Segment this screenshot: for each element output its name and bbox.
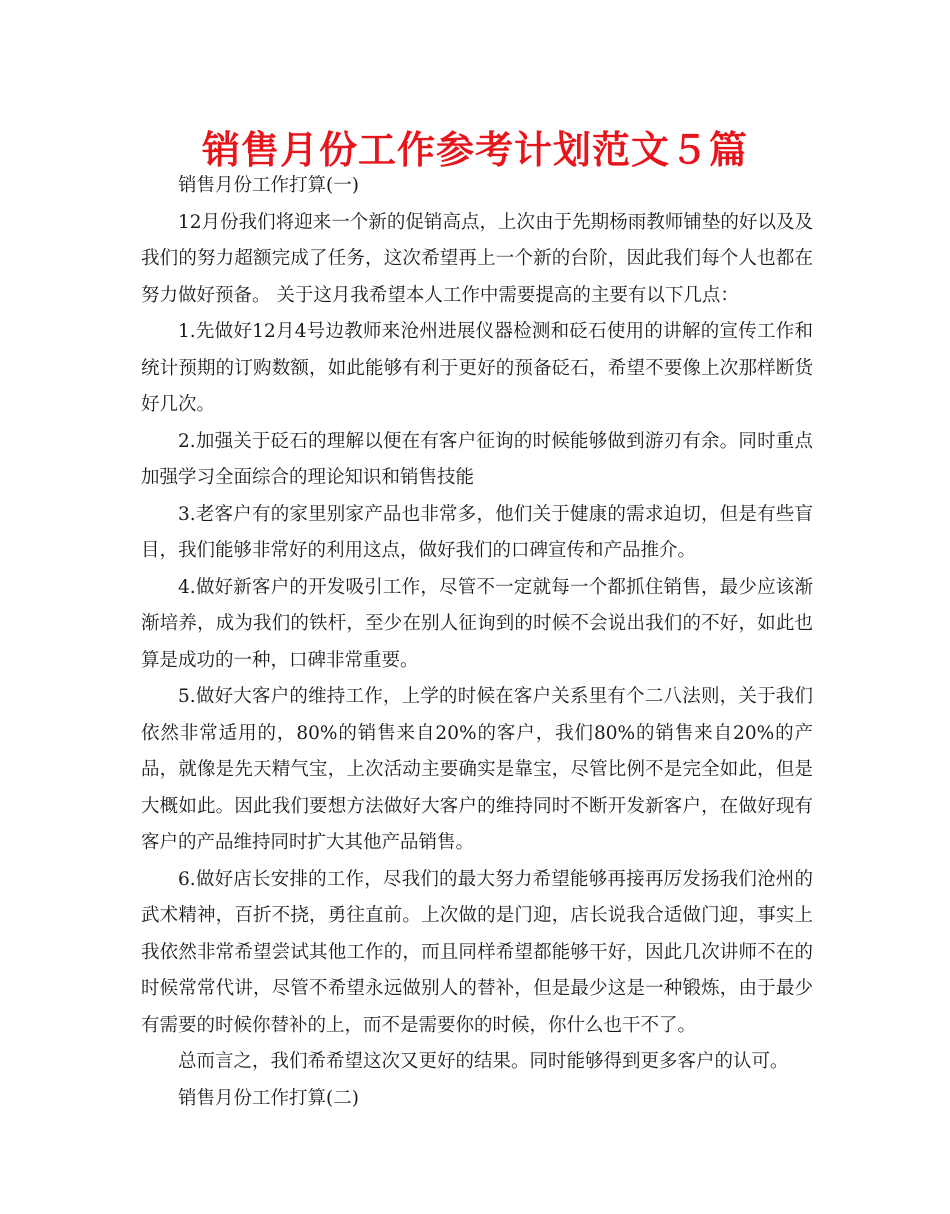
document-title: 销售月份工作参考计划范文５篇	[201, 128, 748, 172]
paragraph-item-6: 6.做好店长安排的工作，尽我们的最大努力希望能够再接再厉发扬我们沧州的武术精神，百折不挠，勇往直前。上次做的是门迎，店长说我合适做门迎，事实上我依然非常希望尝试其他工作的，而且同样希望都能够干好，因此几次讲师不在的时候常常代讲，尽管不希望永远做别人的替补，但是最少这是一种锻炼，由于最少有需要的时候你替补的上，而不是需要你的时候，你什么也干不了。	[141, 868, 813, 1036]
paragraph-intro: 12月份我们将迎来一个新的促销高点，上次由于先期杨雨教师铺垫的好以及及我们的努力超额完成了任务，这次希望再上一个新的台阶，因此我们每个人也都在努力做好预备。 关于这月我希望本人工作中需要提高的主要有以下几点：	[141, 211, 813, 306]
paragraph-item-3: 3.老客户有的家里别家产品也非常多，他们关于健康的需求迫切，但是有些盲目，我们能够非常好的利用这点，做好我们的口碑宣传和产品推介。	[141, 503, 813, 561]
paragraph-item-1: 1.先做好12月4号边教师来沧州进展仪器检测和砭石使用的讲解的宣传工作和统计预期的订购数额，如此能够有利于更好的预备砭石，希望不要像上次那样断货好几次。	[141, 321, 813, 415]
section-heading-2: 销售月份工作打算(二)	[178, 1087, 359, 1109]
paragraph-item-5: 5.做好大客户的维持工作，上学的时候在客户关系里有个二八法则，关于我们依然非常适用的，80%的销售来自20%的客户，我们80%的销售来自20%的产品，就像是先天精气宝，上次活动主要确实是靠宝，尽管比例不是完全如此，但是大概如此。因此我们要想方法做好大客户的维持同时不断开发新客户，在做好现有客户的产品维持同时扩大其他产品销售。	[141, 686, 813, 853]
paragraph-item-4: 4.做好新客户的开发吸引工作，尽管不一定就每一个都抓住销售，最少应该渐渐培养，成为我们的铁杆，至少在别人征询到的时候不会说出我们的不好，如此也算是成功的一种，口碑非常重要。	[141, 576, 813, 671]
paragraph-item-2: 2.加强关于砭石的理解以便在有客户征询的时候能够做到游刃有余。同时重点加强学习全面综合的理论知识和销售技能	[141, 430, 813, 488]
section-heading-1: 销售月份工作打算(一)	[178, 175, 359, 196]
paragraph-summary: 总而言之，我们希希望这次又更好的结果。同时能够得到更多客户的认可。	[178, 1051, 789, 1072]
document-body	[141, 168, 813, 1117]
